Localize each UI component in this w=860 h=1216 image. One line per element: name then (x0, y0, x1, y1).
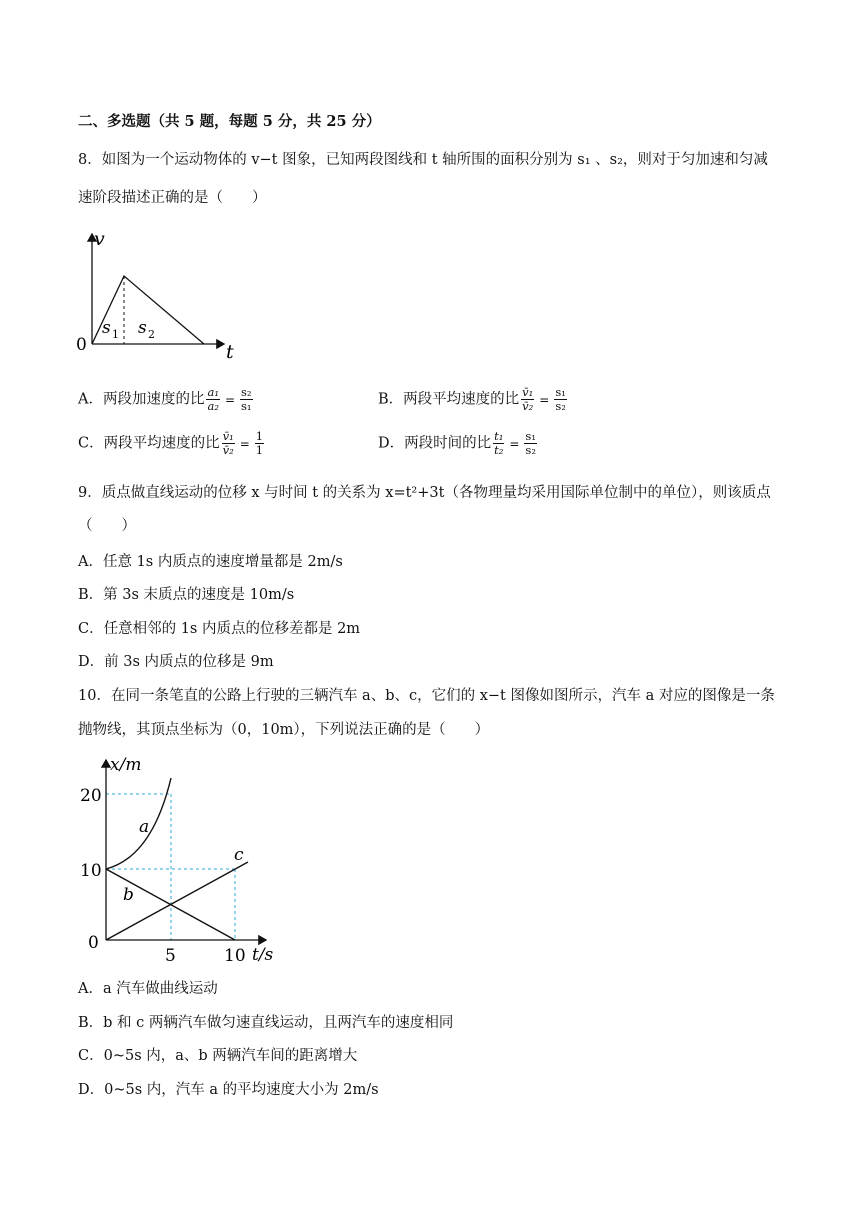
q10-ytick-20: 20 (80, 786, 102, 806)
q9-stem-line1: 9．质点做直线运动的位移 x 与时间 t 的关系为 x=t²+3t（各物理量均采用国际单位制中的单位），则该质点 (78, 485, 771, 501)
q10-y-axis-label: x/m (110, 755, 142, 775)
q10-origin-label: 0 (88, 933, 99, 953)
q10-option-d[interactable]: D．0~5s 内，汽车 a 的平均速度大小为 2m/s (78, 1082, 379, 1098)
q8-stem-line1: 8．如图为一个运动物体的 v−t 图象，已知两段图线和 t 轴所围的面积分别为 s₁ 、s₂，则对于匀加速和匀减 (78, 152, 768, 168)
q8-y-axis-label: v (94, 228, 105, 250)
q9-option-a[interactable]: A．任意 1s 内质点的速度增量都是 2m/s (78, 554, 343, 570)
q8-option-b[interactable]: B．两段平均速度的比 $\frac{\text{v̄₁}}{\text{v̄₂}}$ = $\frac{\text{s₁}}{\text{s₂}}$ (378, 385, 566, 413)
q10-option-c[interactable]: C．0~5s 内，a、b 两辆汽车间的距离增大 (78, 1048, 358, 1064)
q8-x-axis-label: t (226, 341, 234, 361)
q10-xtick-10: 10 (224, 946, 246, 966)
q8-s1-label: s (102, 318, 111, 338)
q8-s1-subscript: 1 (112, 328, 119, 341)
q8-s2-label: s (138, 318, 147, 338)
q8-s2-subscript: 2 (148, 328, 155, 341)
q10-stem-line1: 10．在同一条笔直的公路上行驶的三辆汽车 a、b、c，它们的 x−t 图像如图所示，汽车 a 对应的图像是一条 (78, 688, 775, 704)
q10-stem-line2: 抛物线，其顶点坐标为（0，10m），下列说法正确的是（ ） (78, 722, 490, 738)
q8-option-a[interactable]: A．两段加速度的比 $\frac{\text{a₁}}{\text{a₂}}$ = $\frac{\text{s₂}}{\text{s₁}}$ (78, 385, 252, 413)
q10-xtick-5: 5 (165, 946, 176, 966)
q9-stem-line2: （ ） (78, 518, 136, 534)
q8-option-d[interactable]: D．两段时间的比 $\frac{\text{t₁}}{\text{t₂}}$ = $\frac{\text{s₁}}{\text{s₂}}$ (378, 429, 536, 457)
q8-vt-graph (72, 226, 252, 361)
q9-option-b[interactable]: B．第 3s 末质点的速度是 10m/s (78, 587, 295, 603)
section-title: 二、多选题（共 5 题，每题 5 分，共 25 分） (78, 113, 381, 130)
q10-label-c: c (234, 845, 244, 865)
q10-label-a: a (139, 817, 150, 837)
q10-ytick-10: 10 (80, 861, 102, 881)
q8-option-c[interactable]: C．两段平均速度的比 $\frac{\text{v̄₁}}{\text{v̄₂}}$ = $\frac{1}{1}$ (78, 429, 264, 457)
q8-origin-label: 0 (76, 335, 87, 355)
q9-option-c[interactable]: C．任意相邻的 1s 内质点的位移差都是 2m (78, 621, 361, 637)
q10-xt-graph (72, 752, 292, 970)
q9-option-d[interactable]: D．前 3s 内质点的位移是 9m (78, 654, 274, 670)
q10-option-b[interactable]: B．b 和 c 两辆汽车做匀速直线运动，且两汽车的速度相同 (78, 1015, 454, 1031)
q8-stem-line2: 速阶段描述正确的是（ ） (78, 190, 267, 206)
q10-x-axis-label: t/s (252, 945, 274, 965)
q10-option-a[interactable]: A．a 汽车做曲线运动 (78, 981, 218, 997)
q10-label-b: b (123, 885, 134, 905)
